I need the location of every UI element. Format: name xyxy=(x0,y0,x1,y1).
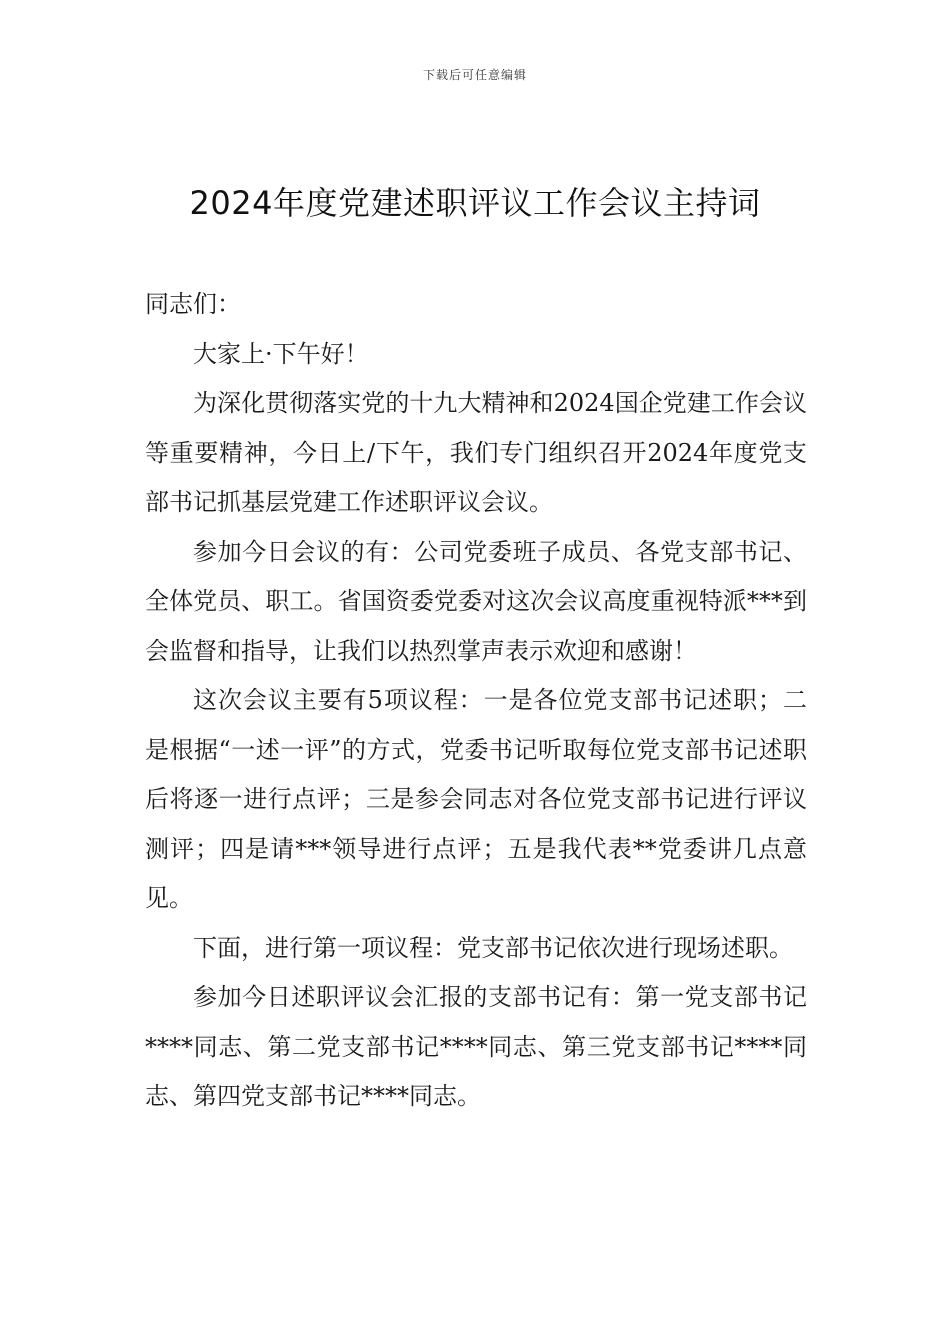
paragraph-attendees: 参加今日会议的有：公司党委班子成员、各党支部书记、全体党员、职工。省国资委党委对这次会议高度重视特派***到会监督和指导，让我们以热烈掌声表示欢迎和感谢！ xyxy=(145,537,807,665)
header-note: 下载后可任意编辑 xyxy=(422,68,527,82)
salutation: 同志们： xyxy=(145,290,241,318)
paragraph-greeting: 大家上·下午好！ xyxy=(193,339,369,368)
document-body xyxy=(145,280,807,1122)
document-title: 2024年度党建述职评议工作会议主持词 xyxy=(189,184,761,222)
paragraph-first-item: 下面，进行第一项议程：党支部书记依次进行现场述职。 xyxy=(193,933,793,962)
paragraph-reporters: 参加今日述职评议会汇报的支部书记有：第一党支部书记****同志、第二党支部书记****同志、第三党支部书记****同志、第四党支部书记****同志。 xyxy=(145,983,807,1110)
paragraph-purpose: 为深化贯彻落实党的十九大精神和2024国企党建工作会议等重要精神，今日上/下午，我们专门组织召开2024年度党支部书记抓基层党建工作述职评议会议。 xyxy=(145,389,807,516)
paragraph-agenda: 这次会议主要有5项议程：一是各位党支部书记述职；二是根据“一述一评”的方式，党委书记听取每位党支部书记述职后将逐一进行点评；三是参会同志对各位党支部书记进行评议测评；四是请***领导进行点评；五是我代表**党委讲几点意见。 xyxy=(145,686,807,912)
